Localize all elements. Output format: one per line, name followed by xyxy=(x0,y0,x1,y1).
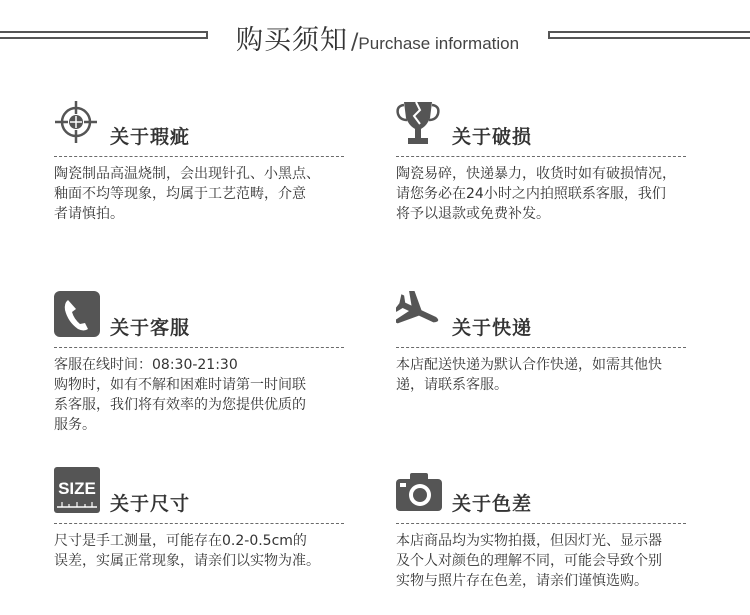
airplane-icon xyxy=(396,291,444,339)
section-body xyxy=(396,531,696,591)
body-line: 递，请联系客服。 xyxy=(396,377,508,393)
dashed-divider xyxy=(396,347,686,348)
body-line: 系客服，我们将有效率的为您提供优质的 xyxy=(54,397,306,413)
broken-trophy-icon xyxy=(396,100,444,148)
body-line: 实物与照片存在色差，请亲们谨慎选购。 xyxy=(396,573,648,589)
body-line: 本店商品均为实物拍摄，但因灯光、显示器 xyxy=(396,533,662,549)
header-left-rule xyxy=(0,31,208,39)
section-body xyxy=(396,355,696,395)
section-body xyxy=(54,164,354,224)
phone-icon xyxy=(54,291,102,339)
body-line: 误差，实属正常现象，请亲们以实物为准。 xyxy=(54,553,320,569)
body-line: 将予以退款或免费补发。 xyxy=(396,206,550,222)
page-title-chinese: 购买须知 xyxy=(236,25,348,56)
title-separator: / xyxy=(351,30,359,55)
crosshair-icon xyxy=(54,100,102,148)
section-title: 关于客服 xyxy=(110,317,191,339)
dashed-divider xyxy=(54,156,344,157)
body-line: 陶瓷易碎，快递暴力，收货时如有破损情况， xyxy=(396,166,676,182)
body-line: 釉面不均等现象，均属于工艺范畴，介意 xyxy=(54,186,306,202)
dashed-divider xyxy=(54,523,344,524)
section-body xyxy=(54,531,354,571)
section-title: 关于色差 xyxy=(452,493,533,515)
header-right-rule xyxy=(548,31,750,39)
body-line: 购物时，如有不解和困难时请第一时间联 xyxy=(54,377,306,393)
body-line: 服务。 xyxy=(54,417,96,433)
purchase-info-header xyxy=(0,0,750,80)
section-title: 关于破损 xyxy=(452,126,533,148)
body-line: 者请慎拍。 xyxy=(54,206,124,222)
dashed-divider xyxy=(396,523,686,524)
dashed-divider xyxy=(54,347,344,348)
size-icon-text: SIZE xyxy=(58,479,96,498)
body-line: 陶瓷制品高温烧制，会出现针孔、小黑点、 xyxy=(54,166,320,182)
page-title xyxy=(236,18,519,57)
body-line: 尺寸是手工测量，可能存在0.2-0.5cm的 xyxy=(54,533,307,549)
page-title-english: Purchase information xyxy=(358,34,520,53)
body-line: 本店配送快递为默认合作快递，如需其他快 xyxy=(396,357,662,373)
section-body xyxy=(396,164,696,224)
section-title: 关于瑕疵 xyxy=(110,126,191,148)
section-title: 关于尺寸 xyxy=(110,493,191,515)
dashed-divider xyxy=(396,156,686,157)
body-line: 请您务必在24小时之内拍照联系客服，我们 xyxy=(396,186,666,202)
section-body xyxy=(54,355,354,435)
body-line: 及个人对颜色的理解不同，可能会导致个别 xyxy=(396,553,662,569)
section-title: 关于快递 xyxy=(452,317,533,339)
size-ruler-icon xyxy=(54,467,102,515)
camera-icon xyxy=(396,467,444,515)
body-line: 客服在线时间：08:30-21:30 xyxy=(54,357,238,373)
